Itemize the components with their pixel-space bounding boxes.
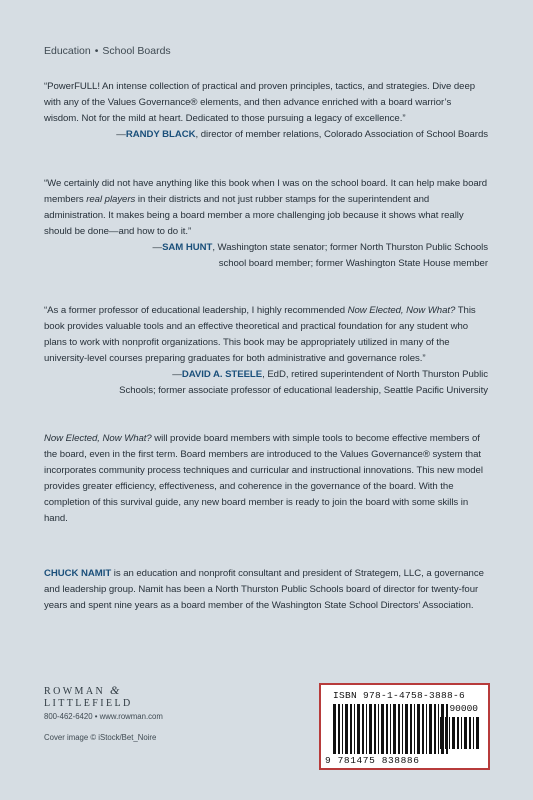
category-line [44,45,171,57]
blurb-3-quote [44,303,488,367]
barcode-bar [381,704,384,754]
barcode-bar [457,717,459,749]
cover-credit: Cover image © iStock/Bet_Noire [44,733,157,742]
barcode-bar [362,704,364,754]
barcode-bar [476,717,479,749]
blurb-2-title-1: , Washington state senator; former North Thurston Public Schools [212,242,488,253]
barcode-bar [438,704,439,754]
ean-text: 9 781475 838886 [325,755,420,766]
barcode-bar [374,704,376,754]
barcode-bar [405,704,408,754]
barcode-bar [410,704,412,754]
barcode-bar [445,717,447,749]
blurb-1-attribution [44,127,488,143]
barcode-bar [414,704,415,754]
book-description [44,431,488,527]
blurb-3-attribution [44,367,488,399]
barcode-bar [473,717,474,749]
barcode-bars-ean [333,704,453,754]
barcode-bar [369,704,372,754]
blurb-3-title-1: , EdD, retired superintendent of North Thurston Public [262,369,488,380]
blurb-2-attribution [44,240,488,272]
blurb-3-dash: — [172,369,182,380]
barcode-bar [398,704,400,754]
blurb-2-quote-a: “We certainly did not have anything like this book when I was on the school board. It can help make board members [44,178,488,205]
category-separator: • [94,45,99,57]
blurb-2-title-2: school board member; former Washington State House member [218,258,488,269]
isbn-text: ISBN 978-1-4758-3888-6 [333,690,466,701]
author-bio [44,566,488,614]
price-code-text: 90000 [449,703,478,714]
barcode-bar [338,704,340,754]
blurb-1 [44,79,488,143]
barcode-bar [464,717,467,749]
barcode-bar [429,704,432,754]
blurb-3-quote-em: Now Elected, Now What? [347,305,456,316]
blurb-2-quote-em: real players [86,194,136,205]
blurb-3-name: DAVID A. STEELE [181,369,263,380]
category-school-boards: School Boards [102,45,171,57]
barcode-bar [440,717,443,749]
barcode-bar [422,704,424,754]
barcode-bar [366,704,367,754]
barcode-bar [449,717,450,749]
blurb-2-name: SAM HUNT [162,242,213,253]
publisher-littlefield: LITTLEFIELD [44,698,133,709]
barcode-bar [393,704,396,754]
barcode-bar [452,717,455,749]
blurb-2-dash: — [152,242,163,253]
barcode-bar [357,704,360,754]
publisher-rowman: ROWMAN [44,686,106,697]
blurb-1-dash: — [116,129,126,140]
blurb-3-title-2: Schools; former associate professor of educational leadership, Seattle Pacific University [119,385,488,396]
barcode-bar [402,704,403,754]
blurb-3-quote-a: “As a former professor of educational leadership, I highly recommended [44,305,348,316]
publisher-logo [44,684,133,710]
barcode-bars-addon [440,717,480,749]
publisher-ampersand: & [109,683,120,697]
description-text: will provide board members with simple tools to become effective members of the board, even in the first term. Board members are introduced to the Values Governance® system that incorporates community process techniques and curricular and instructional innovations. This new model provides greater efficiency, effectiveness, and coherence in the governance of the board. With the completion of this survival guide, any new board member is ready to join the board with some skills in hand. [44,433,483,524]
blurb-1-name: RANDY BLACK [125,129,196,140]
barcode-bar [354,704,355,754]
barcode-bar [342,704,343,754]
blurb-1-title: , director of member relations, Colorado Association of School Boards [195,129,488,140]
barcode-bar [390,704,391,754]
author-bio-text: is an education and nonprofit consultant and president of Strategem, LLC, a governance and leadership group. Namit has been a North Thurston Public Schools board of director for twenty-four years and spent nine years as a board member of the Washington State School Directors’ Association. [44,568,484,611]
barcode-bar [461,717,462,749]
barcode-bar [345,704,348,754]
author-name: CHUCK NAMIT [44,568,112,579]
barcode-bar [386,704,388,754]
publisher-line-1 [44,684,133,698]
barcode-bar [333,704,336,754]
blurb-1-quote: “PowerFULL! An intense collection of practical and proven principles, tactics, and strategies. Dive deep with any of the Values Governance® elements, and then advance enriched with a board warrior’s wisdom. Not for the mild at heart. Dedicated to those pursuing a legacy of excellence.” [44,81,476,124]
isbn-barcode [319,683,490,770]
blurb-2 [44,176,488,272]
barcode-bar [434,704,436,754]
barcode-bar [350,704,352,754]
category-education: Education [44,45,91,57]
blurb-3 [44,303,488,399]
blurb-3-quote-b: This book provides valuable tools and an effective theoretical and practical foundation for any student who plans to work with nonprofit organizations. This book may be appropriately utilized in many of the university-level courses preparing graduates for both administrative and governance roles.” [44,305,476,364]
description-title: Now Elected, Now What? [44,433,152,444]
barcode-bar [426,704,427,754]
blurb-2-quote-b: in their districts and not just rubber stamps for the superintendent and administration. It makes being a board member a more challenging job because it shows what really should be done—and how to do it.” [44,194,464,237]
barcode-bar [417,704,420,754]
barcode-bar [469,717,471,749]
blurb-2-quote [44,176,488,240]
publisher-contact: 800-462-6420 • www.rowman.com [44,712,163,721]
barcode-bar [378,704,379,754]
